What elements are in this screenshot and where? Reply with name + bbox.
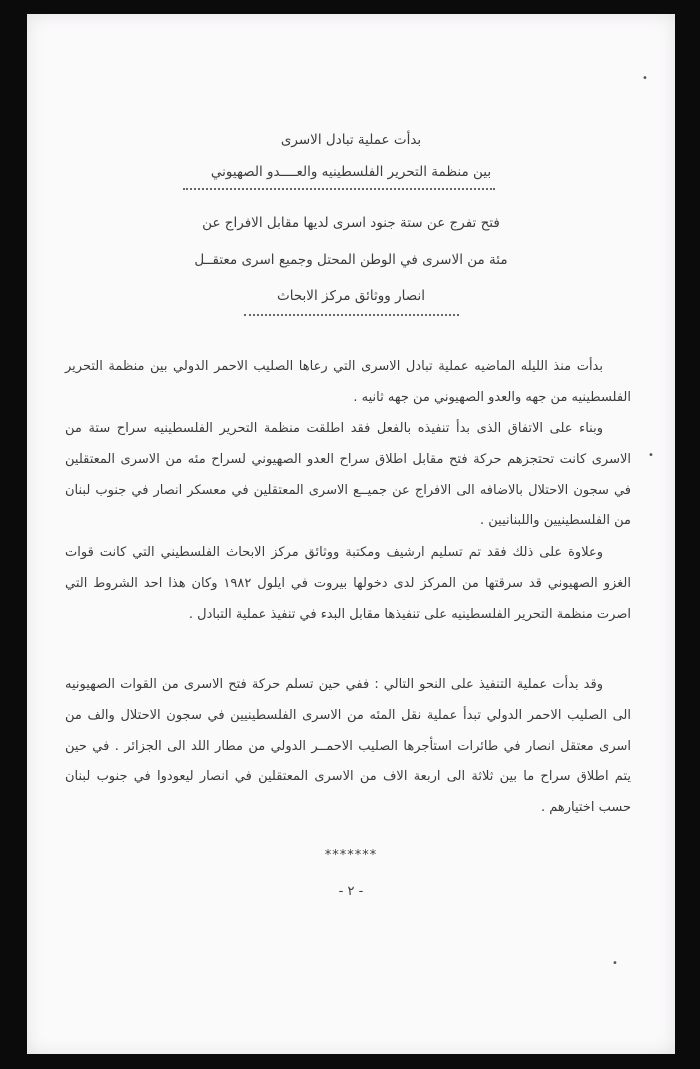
margin-dot: • — [612, 958, 618, 969]
paragraph-3: وعلاوة على ذلك فقد تم تسليم ارشيف ومكتبة ووثائق مركز الابحاث الفلسطيني التي كانت قوات الغزو الصهيوني قد سرقتها من المركز لدى دخولها بيروت في ايلول ١٩٨٢ وكان هذا احد الشروط التي اصرت منظمة التحرير الفلسطينيه على تنفيذها مقابل البدء في تنفيذ عملية التبادل . — [65, 545, 632, 622]
paragraph-2: وبناء على الاتفاق الذى بدأ تنفيذه بالفعل فقد اطلقت منظمة التحرير الفلسطينيه سراح ستة من الاسرى كانت تحتجزهم حركة فتح مقابل اطلاق سراح العدو الصهيوني لسراح مئه من الاسرى المعتقلين في سجون الاحتلال بالاضافه الى الافراج عن جميــع الاسرى المعتقلين في معسكر انصار في جنوب لبنان من الفلسطينيين واللبنانيين . — [65, 421, 631, 529]
subheading-line-3: انصار ووثائق مركز الابحاث — [277, 288, 425, 304]
margin-dot: • — [648, 450, 654, 461]
page-number: - ٢ - — [338, 884, 364, 899]
title-underline — [183, 187, 495, 190]
paragraph-4: وقد بدأت عملية التنفيذ على النحو التالي : ففي حين تسلم حركة فتح الاسرى من القوات الصهيونيه الى الصليب الاحمر الدولي تبدأ عملية نقل المئه من الاسرى الفلسطينيين في سجون الاحتلال والف من اسرى معتقل انصار في طائرات استأجرها الصليب الاحمــر الدولي من مطار اللد الى الجزائر . في حين يتم اطلاق سراح ما بين ثلاثة الى اربعة الاف من الاسرى المعتقلين في انصار ليعودوا في جنوب لبنان حسب اختيارهم . — [65, 677, 631, 816]
subheading-underline — [244, 313, 459, 316]
margin-dot: • — [642, 73, 648, 84]
separator-stars: ******* — [324, 848, 378, 863]
paragraph-1: بدأت منذ الليله الماضيه عملية تبادل الاسرى التي رعاها الصليب الاحمر الدولي بين منظمة التحرير الفلسطينيه من جهه والعدو الصهيوني من جهه ثانيه . — [65, 359, 631, 405]
document-page — [27, 14, 675, 1054]
title-line-1: بدأت عملية تبادل الاسرى — [280, 132, 422, 148]
subheading-line-1: فتح تفرج عن ستة جنود اسرى لديها مقابل الافراج عن — [202, 215, 500, 231]
subheading-line-2: مئة من الاسرى في الوطن المحتل وجميع اسرى معتقــل — [194, 252, 508, 268]
title-line-2: بين منظمة التحرير الفلسطينيه والعــــدو الصهيوني — [210, 164, 492, 180]
